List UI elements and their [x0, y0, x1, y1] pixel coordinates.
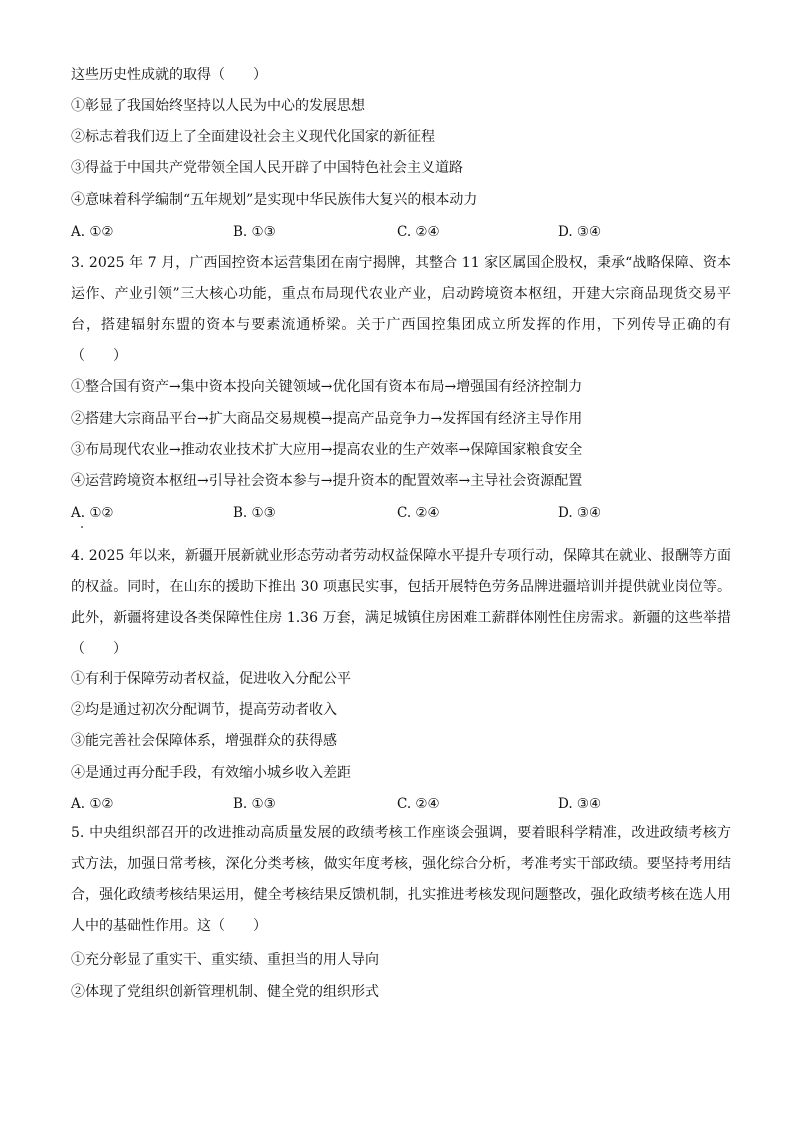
q2-option-d[interactable]: D. ③④	[558, 224, 602, 240]
q4-option-d[interactable]: D. ③④	[558, 796, 602, 812]
q2-statement-2: ②标志着我们迈上了全面建设社会主义现代化国家的新征程	[71, 129, 435, 145]
q4-statement-2: ②均是通过初次分配调节，提高劳动者收入	[71, 702, 337, 718]
q5-statement-2: ②体现了党组织创新管理机制、健全党的组织形式	[71, 984, 379, 1000]
q2-stem: 这些历史性成就的取得（ ）	[71, 67, 267, 83]
q4-statement-1: ①有利于保障劳动者权益，促进收入分配公平	[71, 671, 351, 687]
q3-options	[71, 503, 671, 523]
q4-option-b[interactable]: B. ①③	[233, 796, 276, 812]
q4-statement-3: ③能完善社会保障体系，增强群众的获得感	[71, 733, 337, 749]
q2-option-a[interactable]: A. ①②	[71, 224, 114, 240]
q2-options	[71, 222, 671, 242]
q4-option-c[interactable]: C. ②④	[397, 796, 440, 812]
q4-options	[71, 794, 671, 814]
q4-option-a[interactable]: A. ①②	[71, 796, 114, 812]
q3-statement-4: ④运营跨境资本枢纽→引导社会资本参与→提升资本的配置效率→主导社会资源配置	[71, 473, 583, 489]
q3-statement-2: ②搭建大宗商品平台→扩大商品交易规模→提高产品竞争力→发挥国有经济主导作用	[71, 411, 583, 427]
q2-statement-3: ③得益于中国共产党带领全国人民开辟了中国特色社会主义道路	[71, 160, 463, 176]
q5-stem: 5. 中央组织部召开的改进推动高质量发展的政绩考核工作座谈会强调，要着眼科学精准，改进政绩考核方式方法，加强日常考核，深化分类考核，做实年度考核，强化综合分析，考准考实干部政绩。要坚持考用结合，强化政绩考核结果运用，健全考核结果反馈机制，扎实推进考核发现问题整改，强化政绩考核在选人用人中的基础性作用。这（ ）	[71, 825, 731, 934]
q3-option-c[interactable]: C. ②④	[397, 505, 440, 521]
q3-option-a[interactable]: A. ①②	[71, 505, 114, 521]
q3-option-b[interactable]: B. ①③	[233, 505, 276, 521]
stray-dot	[81, 526, 83, 528]
q5-statement-1: ①充分彰显了重实干、重实绩、重担当的用人导向	[71, 952, 379, 968]
q4-stem: 4. 2025 年以来，新疆开展新就业形态劳动者劳动权益保障水平提升专项行动，保障其在就业、报酬等方面的权益。同时，在山东的援助下推出 30 项惠民实事，包括开展特色劳务品牌进疆培训并提供就业岗位等。此外，新疆将建设各类保障性住房 1.36 万套，满足城镇住房困难工薪群体刚性住房需求。新疆的这些举措（ ）	[71, 548, 731, 657]
q3-stem: 3. 2025 年 7 月，广西国控资本运营集团在南宁揭牌，其整合 11 家区属国企股权，秉承“战略保障、资本运作、产业引领”三大核心功能，重点布局现代农业产业，启动跨境资本枢纽，开建大宗商品现货交易平台，搭建辐射东盟的资本与要素流通桥梁。关于广西国控集团成立所发挥的作用，下列传导正确的有（ ）	[71, 255, 731, 364]
q3-statement-3: ③布局现代农业→推动农业技术扩大应用→提高农业的生产效率→保障国家粮食安全	[71, 442, 583, 458]
q2-option-b[interactable]: B. ①③	[233, 224, 276, 240]
q2-statement-1: ①彰显了我国始终坚持以人民为中心的发展思想	[71, 98, 365, 114]
q3-statement-1: ①整合国有资产→集中资本投向关键领域→优化国有资本布局→增强国有经济控制力	[71, 379, 583, 395]
q2-statement-4: ④意味着科学编制“五年规划”是实现中华民族伟大复兴的根本动力	[71, 192, 478, 208]
q4-statement-4: ④是通过再分配手段，有效缩小城乡收入差距	[71, 765, 351, 781]
q3-option-d[interactable]: D. ③④	[558, 505, 602, 521]
q2-option-c[interactable]: C. ②④	[397, 224, 440, 240]
